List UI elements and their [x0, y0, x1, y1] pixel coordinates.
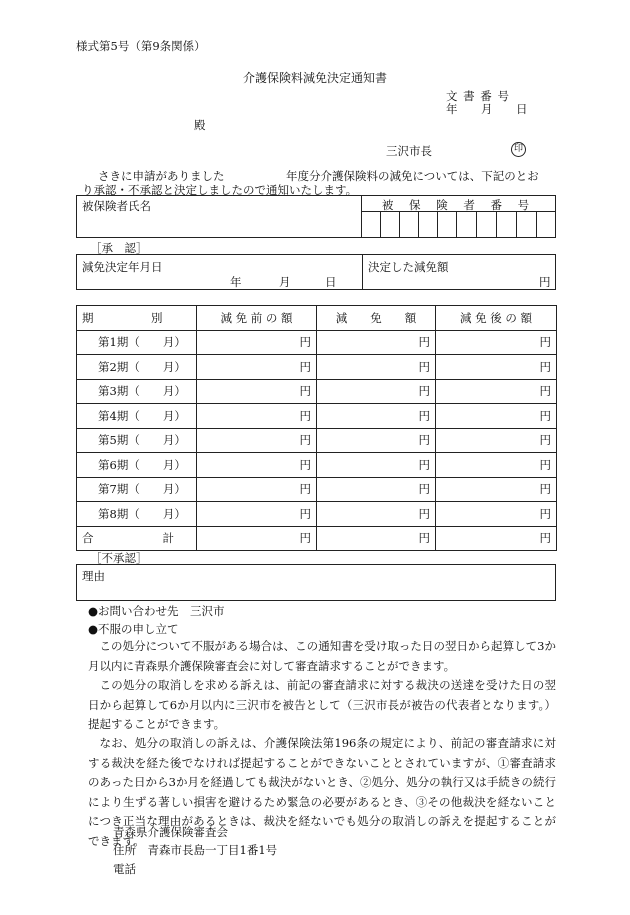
total-label: 合 計	[77, 526, 197, 551]
after-amount-cell: 円	[436, 428, 557, 453]
before-amount-cell: 円	[197, 428, 317, 453]
issuer-name: 三沢市長	[386, 144, 432, 158]
reduction-amount-cell: 円	[317, 428, 436, 453]
intro-text-part2: 年度分介護保険料の減免については、下記のとお	[286, 169, 539, 183]
total-after-cell: 円	[436, 526, 557, 551]
contact-info: ●お問い合わせ先 三沢市	[88, 604, 225, 618]
decision-day-label: 日	[325, 275, 337, 289]
period-label: 第2期（ 月）	[77, 355, 197, 380]
reduction-amount-cell: 円	[317, 477, 436, 502]
total-reduction-cell: 円	[317, 526, 436, 551]
decided-amount-label: 決定した減免額	[368, 260, 449, 274]
before-amount-cell: 円	[197, 355, 317, 380]
decision-date-label: 減免決定年月日	[82, 260, 163, 274]
period-label: 第8期（ 月）	[77, 502, 197, 527]
total-before-cell: 円	[197, 526, 317, 551]
intro-text-line2: り承認・不承認と決定しましたので通知いたします。	[82, 183, 358, 197]
before-amount-cell: 円	[197, 379, 317, 404]
after-amount-cell: 円	[436, 453, 557, 478]
before-amount-cell: 円	[197, 330, 317, 355]
approval-box	[76, 254, 556, 290]
after-amount-cell: 円	[436, 330, 557, 355]
before-amount-cell: 円	[197, 502, 317, 527]
reduction-amount-cell: 円	[317, 330, 436, 355]
reason-label: 理由	[82, 569, 105, 583]
period-label: 第5期（ 月）	[77, 428, 197, 453]
reason-box	[76, 564, 556, 601]
table-row	[77, 404, 557, 429]
council-phone: 電話	[113, 862, 136, 876]
document-number-label: 文 書 番 号	[446, 89, 510, 103]
objection-paragraph-1: この処分について不服がある場合は、この通知書を受け取った日の翌日から起算して3か月以内に青森県介護保険審査会に対して審査請求することができます。	[88, 639, 556, 673]
header-period: 期 別	[77, 306, 197, 331]
header-after-amount: 減 免 後 の 額	[436, 306, 557, 331]
date-year-label: 年	[446, 102, 458, 116]
disapproval-section-label: ［不承認］	[90, 551, 148, 565]
after-amount-cell: 円	[436, 355, 557, 380]
insured-number-label: 被 保 険 者 番 号	[381, 198, 536, 212]
header-before-amount: 減 免 前 の 額	[197, 306, 317, 331]
date-day-label: 日	[516, 102, 528, 116]
table-row	[77, 477, 557, 502]
period-label: 第4期（ 月）	[77, 404, 197, 429]
table-row	[77, 330, 557, 355]
header-reduction-amount: 減 免 額	[317, 306, 436, 331]
objection-paragraph-2: この処分の取消しを求める訴えは、前記の審査請求に対する裁決の送達を受けた日の翌日から起算して6か月以内に三沢市を被告として（三沢市長が被告の代表者となります。）提起することができます。	[88, 678, 556, 731]
decision-year-label: 年	[230, 275, 242, 289]
table-total-row	[77, 526, 557, 551]
intro-text-part1: さきに申請がありました	[98, 169, 225, 183]
after-amount-cell: 円	[436, 404, 557, 429]
after-amount-cell: 円	[436, 477, 557, 502]
decision-month-label: 月	[279, 275, 291, 289]
period-label: 第3期（ 月）	[77, 379, 197, 404]
after-amount-cell: 円	[436, 502, 557, 527]
period-label: 第7期（ 月）	[77, 477, 197, 502]
reduction-amount-cell: 円	[317, 355, 436, 380]
before-amount-cell: 円	[197, 453, 317, 478]
table-row	[77, 428, 557, 453]
date-month-label: 月	[481, 102, 493, 116]
reduction-amount-cell: 円	[317, 404, 436, 429]
recipient-honorific: 殿	[194, 118, 206, 132]
period-label: 第6期（ 月）	[77, 453, 197, 478]
table-row	[77, 379, 557, 404]
council-address: 住所 青森市長島一丁目1番1号	[113, 843, 278, 857]
table-row	[77, 453, 557, 478]
reduction-amount-cell: 円	[317, 379, 436, 404]
document-title: 介護保険料減免決定通知書	[242, 71, 387, 85]
table-header-row	[77, 306, 557, 331]
table-row	[77, 355, 557, 380]
decided-amount-yen: 円	[539, 275, 551, 289]
seal-mark: 印	[511, 142, 526, 157]
period-amount-table	[76, 305, 557, 551]
approval-section-label: ［承 認］	[90, 241, 148, 255]
objection-heading: ●不服の申し立て	[88, 622, 179, 636]
reduction-amount-cell: 円	[317, 453, 436, 478]
before-amount-cell: 円	[197, 404, 317, 429]
objection-paragraph-3: なお、処分の取消しの訴えは、介護保険法第196条の規定により、前記の審査請求に対する裁決を経た後でなければ提起することができないこととされていますが、①審査請求のあった日から3か月を経過しても裁決がないとき、②処分、処分の執行又は手続きの続行により生ずる著しい損害を避けるため緊急の必要があるとき、③その他裁決を経ないことにつき正当な理由があるときは、裁決を経ないでも処分の取消しの訴えを提起することができます。	[88, 736, 556, 848]
before-amount-cell: 円	[197, 477, 317, 502]
form-number-label: 様式第5号（第9条関係）	[76, 39, 206, 53]
period-label: 第1期（ 月）	[77, 330, 197, 355]
council-name: 青森県介護保険審査会	[113, 825, 228, 839]
table-row	[77, 502, 557, 527]
after-amount-cell: 円	[436, 379, 557, 404]
reduction-amount-cell: 円	[317, 502, 436, 527]
insured-name-label: 被保険者氏名	[82, 199, 151, 213]
